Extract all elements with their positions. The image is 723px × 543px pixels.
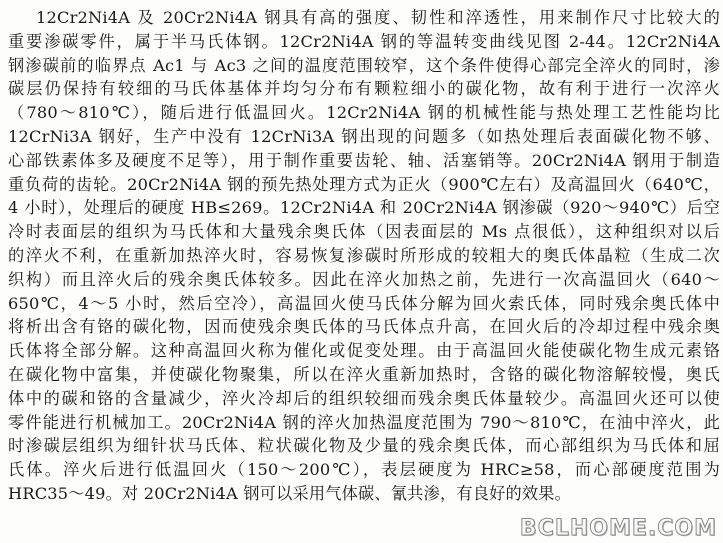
text-line-11: 的淬火不利，在重新加热淬火时，容易恢复渗碳时所形成的较粗大的奥氏体晶粒（生成二次 [8, 245, 720, 265]
text-line-20: 氏体。淬火后进行低温回火（150～200℃），表层硬度为 HRC≥58，而心部硬度范围为 [8, 460, 720, 480]
site-watermark: BCLHOME.COM [519, 516, 717, 541]
text-line-9: 4 小时），处理后的硬度 HB≤269。12Cr2Ni4A 和 20Cr2Ni4A 钢渗碳（920～940℃）后空 [8, 198, 720, 218]
text-line-1: 12Cr2Ni4A 及 20Cr2Ni4A 钢具有高的强度、韧性和淬透性，用来制作尺寸比较大的 [36, 8, 720, 27]
text-line-4: 碳层仍保持有较细的马氏体基体并均匀分布有颗粒细小的碳化物，故有利于进行一次淬火 [8, 79, 720, 99]
text-line-2: 重要渗碳零件，属于半马氏体钢。12Cr2Ni4A 钢的等温转变曲线见图 2-44。12Cr2Ni4A [8, 31, 720, 51]
text-line-14: 将析出含有铬的碳化物，因而使残余奥氏体的马氏体点升高，在回火后的冷却过程中残余奥 [8, 317, 720, 337]
text-line-15: 氏体将全部分解。这种高温回火称为催化或促变处理。由于高温回火能使碳化物生成元素铬 [8, 341, 720, 361]
text-line-18: 零件能进行机械加工。20Cr2Ni4A 钢的淬火加热温度范围为 790～810℃，在油中淬火，此 [8, 412, 720, 432]
text-line-5: （780～810℃），随后进行低温回火。12Cr2Ni4A 钢的机械性能与热处理工艺性能均比 [8, 103, 720, 123]
text-line-16: 在碳化物中富集，并使碳化物聚集，所以在淬火重新加热时，含铬的碳化物溶解较慢，奥氏 [8, 364, 720, 384]
text-line-19: 时渗碳层组织为细针状马氏体、粒状碳化物及少量的残余奥氏体，而心部组织为马氏体和屈 [8, 436, 720, 456]
text-line-3: 钢渗碳前的临界点 Ac1 与 Ac3 之间的温度范围较窄，这个条件使得心部完全淬火的同时，渗 [8, 55, 720, 75]
text-line-6: 12CrNi3A 钢好，生产中没有 12CrNi3A 钢出现的问题多（如热处理后表面碳化物不够、 [8, 126, 720, 146]
text-line-21: HRC35～49。对 20Cr2Ni4A 钢可以采用气体碳、氰共渗，有良好的效果。 [8, 483, 572, 503]
text-line-12: 织构）而且淬火后的残余奥氏体较多。因此在淬火加热之前，先进行一次高温回火（640～ [8, 269, 720, 289]
text-line-17: 体中的碳和铬的含量减少，淬火冷却后的组织较细而残余奥氏体量较少。高温回火还可以使 [8, 388, 720, 408]
text-line-8: 重负荷的齿轮。20Cr2Ni4A 钢的预先热处理方式为正火（900℃左右）及高温回火（640℃， [8, 174, 720, 194]
body-paragraph [8, 6, 720, 506]
text-line-10: 冷时表面层的组织为马氏体和大量残余奥氏体（因表面层的 Ms 点很低），这种组织对以后 [8, 222, 720, 242]
text-line-13: 650℃，4～5 小时，然后空冷），高温回火使马氏体分解为回火索氏体，同时残余奥氏体中 [8, 293, 720, 313]
text-line-7: 心部铁素体多及硬度不足等），用于制作重要齿轮、轴、活塞销等。20Cr2Ni4A 钢用于制造 [8, 150, 720, 170]
